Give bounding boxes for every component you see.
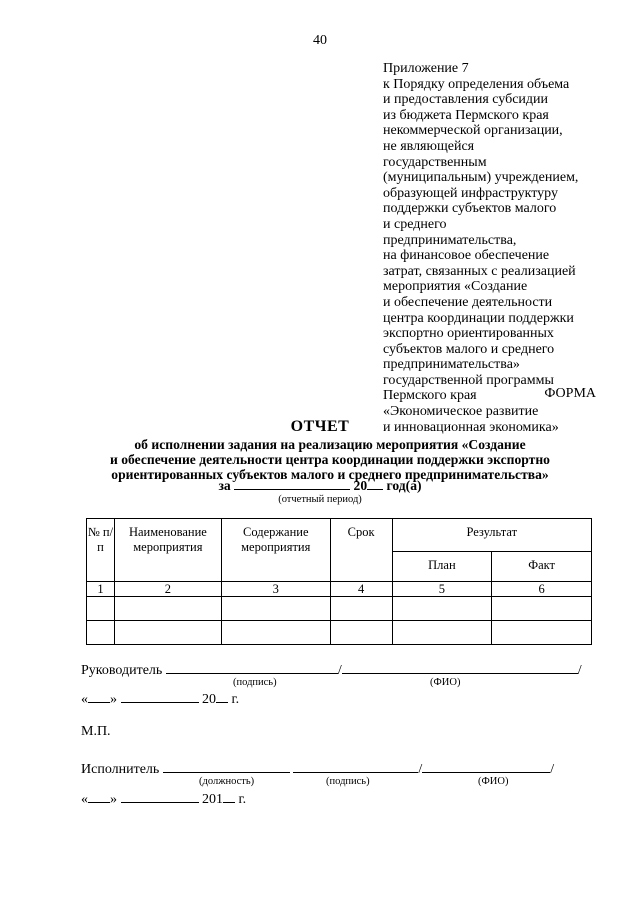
year-prefix: 201 <box>202 792 223 807</box>
header-content: Содержание мероприятия <box>221 519 330 582</box>
index-cell: 3 <box>221 582 330 597</box>
quote-open: « <box>81 692 88 707</box>
slash: / <box>418 762 423 777</box>
table-cell[interactable] <box>114 597 221 621</box>
slash: / <box>337 663 342 678</box>
form-label: ФОРМА <box>544 386 596 401</box>
table-cell[interactable] <box>392 621 492 645</box>
table-row <box>87 597 592 621</box>
table-row <box>87 621 592 645</box>
index-row <box>87 582 592 597</box>
index-cell: 2 <box>114 582 221 597</box>
table-cell[interactable] <box>221 597 330 621</box>
head-label: Руководитель <box>81 663 163 678</box>
executor-sign-caption: (подпись) <box>326 776 370 787</box>
page-number: 40 <box>313 33 327 48</box>
appendix-line: к Порядку определения объема <box>383 76 570 92</box>
appendix-line: не являющейся <box>383 138 475 154</box>
date-line-1 <box>81 689 239 708</box>
appendix-line: и инновационная экономика» <box>383 419 559 435</box>
period-prefix: за <box>218 478 231 493</box>
quote-open: « <box>81 792 88 807</box>
head-fio-blank[interactable] <box>342 660 578 674</box>
appendix-line: «Экономическое развитие <box>383 404 539 420</box>
document-title: ОТЧЕТ <box>290 418 350 435</box>
header-result: Результат <box>392 519 591 552</box>
appendix-line: некоммерческой организации, <box>383 123 563 139</box>
appendix-line: экспортно ориентированных <box>383 326 554 342</box>
table-cell[interactable] <box>330 597 392 621</box>
executor-sign-blank[interactable] <box>293 759 418 773</box>
header-num: № п/п <box>87 519 115 582</box>
header-term: Срок <box>330 519 392 582</box>
year-suffix: г. <box>238 792 247 807</box>
appendix-line: предпринимательства» <box>383 357 520 373</box>
appendix-line: затрат, связанных с реализацией <box>383 263 576 279</box>
year-blank[interactable] <box>216 689 228 703</box>
year-suffix: г. <box>231 692 240 707</box>
executor-fio-caption: (ФИО) <box>478 776 509 787</box>
period-year-blank[interactable] <box>367 478 383 490</box>
appendix-line: поддержки субъектов малого <box>383 201 557 217</box>
appendix-line: Пермского края <box>383 388 477 404</box>
table-cell[interactable] <box>221 621 330 645</box>
head-sign-blank[interactable] <box>166 660 338 674</box>
index-cell: 1 <box>87 582 115 597</box>
appendix-line: предпринимательства, <box>383 232 517 248</box>
appendix-line: мероприятия «Создание <box>383 279 528 295</box>
year-prefix: 20 <box>202 692 216 707</box>
report-table <box>86 518 592 645</box>
head-fio-caption: (ФИО) <box>430 677 461 688</box>
subtitle-line: об исполнении задания на реализацию мероприятия «Создание <box>134 437 526 452</box>
executor-position-caption: (должность) <box>199 776 255 787</box>
index-cell: 5 <box>392 582 492 597</box>
subtitle-line: ориентированных субъектов малого и среднего предпринимательства» <box>111 467 549 482</box>
appendix-line: образующей инфраструктуру <box>383 185 558 201</box>
header-fact: Факт <box>492 552 592 582</box>
appendix-line: и среднего <box>383 216 447 232</box>
appendix-line: субъектов малого и среднего <box>383 341 555 357</box>
executor-fio-blank[interactable] <box>422 759 550 773</box>
table-cell[interactable] <box>330 621 392 645</box>
appendix-line: и обеспечение деятельности <box>383 294 553 310</box>
period-suffix: год(а) <box>386 478 422 493</box>
year-blank[interactable] <box>223 789 235 803</box>
day-blank[interactable] <box>88 689 110 703</box>
executor-label: Исполнитель <box>81 762 160 777</box>
executor-position-blank[interactable] <box>163 759 290 773</box>
month-blank[interactable] <box>121 789 199 803</box>
reporting-period <box>0 478 640 494</box>
period-year-prefix: 20 <box>353 478 368 493</box>
table-cell[interactable] <box>392 597 492 621</box>
appendix-line: государственным <box>383 154 487 170</box>
appendix-line: на финансовое обеспечение <box>383 248 550 264</box>
table-cell[interactable] <box>87 621 115 645</box>
period-blank[interactable] <box>234 478 350 490</box>
table-cell[interactable] <box>492 597 592 621</box>
appendix-header <box>383 61 623 435</box>
date-line-2 <box>81 789 246 808</box>
appendix-line: и предоставления субсидии <box>383 92 549 108</box>
index-cell: 6 <box>492 582 592 597</box>
slash: / <box>550 762 555 777</box>
index-cell: 4 <box>330 582 392 597</box>
appendix-line: центра координации поддержки <box>383 310 574 326</box>
slash: / <box>577 663 582 678</box>
period-caption: (отчетный период) <box>278 494 362 505</box>
table-cell[interactable] <box>114 621 221 645</box>
quote-close: » <box>110 692 117 707</box>
day-blank[interactable] <box>88 789 110 803</box>
stamp-label: М.П. <box>81 724 111 739</box>
header-name: Наименование мероприятия <box>114 519 221 582</box>
appendix-line: государственной программы <box>383 372 554 388</box>
head-signature-line <box>81 660 582 679</box>
table-cell[interactable] <box>87 597 115 621</box>
subtitle-line: и обеспечение деятельности центра координации поддержки экспортно <box>110 452 550 467</box>
header-plan: План <box>392 552 492 582</box>
head-sign-caption: (подпись) <box>233 677 277 688</box>
appendix-line: из бюджета Пермского края <box>383 107 549 123</box>
appendix-line: Приложение 7 <box>383 61 469 76</box>
table-cell[interactable] <box>492 621 592 645</box>
document-subtitle <box>60 437 600 482</box>
quote-close: » <box>110 792 117 807</box>
month-blank[interactable] <box>121 689 199 703</box>
appendix-line: (муниципальным) учреждением, <box>383 170 579 186</box>
